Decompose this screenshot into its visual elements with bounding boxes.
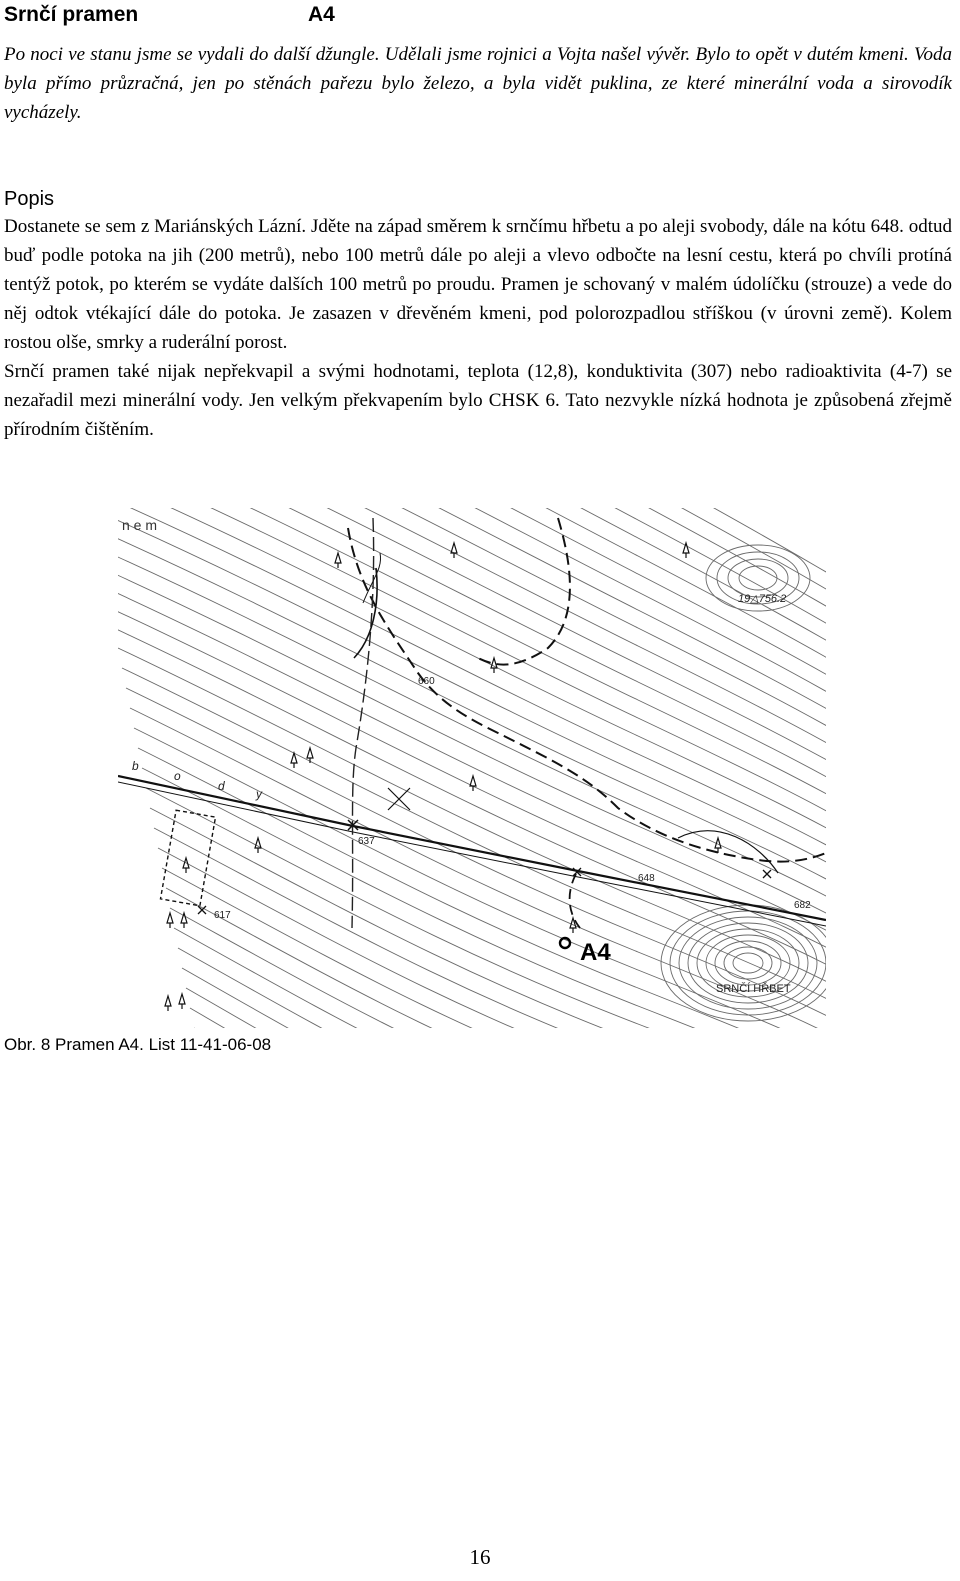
- peak-label: 19△756.2: [738, 593, 787, 605]
- contour-line: [162, 868, 826, 1028]
- alley-letter-d: d: [218, 779, 225, 793]
- tree-icon: [291, 753, 297, 768]
- tree-icon: [470, 776, 476, 791]
- tree-icon: [183, 858, 189, 873]
- map-corner-label: n e m: [122, 517, 158, 533]
- fenced-area: [160, 810, 215, 906]
- page-heading: [4, 0, 335, 30]
- forest-path-east: [478, 518, 570, 665]
- ridge-label: SRNČÍ HŘBET: [716, 983, 791, 995]
- forest-path-south: [570, 874, 580, 928]
- peak-ring: [715, 941, 781, 985]
- spot-height-637: 637: [358, 836, 375, 847]
- figure-caption: Obr. 8 Pramen A4. List 11-41-06-08: [4, 1035, 272, 1054]
- contour-line: [118, 508, 826, 685]
- peak-ring: [724, 947, 772, 979]
- topographic-map: [118, 508, 826, 1028]
- spot-height-660: 660: [418, 676, 435, 687]
- tree-icon: [715, 838, 721, 853]
- tree-icon: [335, 553, 341, 568]
- tree-icon: [167, 913, 173, 928]
- contour-line: [118, 508, 826, 736]
- contour-lines: [118, 508, 826, 1028]
- spot-height-648: 648: [638, 873, 655, 884]
- contour-line: [118, 508, 826, 600]
- tree-icon: [491, 658, 497, 673]
- contour-line: [118, 508, 826, 804]
- contour-line: [118, 568, 826, 940]
- tree-icon: [179, 994, 185, 1009]
- spot-height-617: 617: [214, 910, 231, 921]
- contour-line: [118, 508, 826, 634]
- contour-line: [118, 508, 826, 787]
- contour-line: [182, 968, 826, 1028]
- contour-line: [118, 508, 826, 770]
- contour-line: [118, 548, 826, 923]
- peak-ring: [733, 953, 763, 973]
- contour-line: [118, 508, 826, 872]
- tree-icon: [451, 543, 457, 558]
- alley-letter-b: b: [132, 759, 139, 773]
- peak-ring: [728, 559, 788, 597]
- tree-icon: [165, 996, 171, 1011]
- tree-symbols: [165, 543, 721, 1011]
- contour-line: [170, 908, 826, 1028]
- map-drawing: [118, 508, 826, 1028]
- tree-icon: [307, 748, 313, 763]
- spring-title: Srnčí pramen: [4, 3, 139, 26]
- spring-label: A4: [580, 939, 611, 966]
- contour-line: [126, 688, 826, 1028]
- contour-line: [118, 508, 826, 821]
- contour-line: [154, 828, 826, 1028]
- contour-line: [118, 508, 826, 753]
- tree-icon: [255, 838, 261, 853]
- stream-bank: [363, 553, 381, 603]
- description-body: [4, 212, 952, 444]
- cross-mark: [388, 788, 410, 810]
- intro-paragraph: Po noci ve stanu jsme se vydali do další džungle. Udělali jsme rojnici a Vojta našel vývěr. Bylo to opět v dutém kmeni. Voda byla přímo průzračná, jen po stěnách pařezu bylo železo, a byla vidět puklina, ze které minerální voda a sirovodík vycházely.: [4, 44, 952, 123]
- contour-line: [118, 508, 826, 702]
- spot-height-682: 682: [794, 900, 811, 911]
- alley-road-edge: [118, 782, 826, 926]
- alley-letter-o: o: [174, 769, 181, 783]
- description-paragraph-2: Srnčí pramen také nijak nepřekvapil a svými hodnotami, teplota (12,8), konduktivita (307) nebo radioaktivita (4-7) se nezařadil mezi minerální vody. Jen velkým překvapením bylo CHSK 6. Tato nezvykle nízká hodnota je způsobená zřejmě přírodním čištěním.: [4, 361, 952, 440]
- description-paragraph-1: Dostanete se sem z Mariánských Lázní. Jděte na západ směrem k srnčímu hřbetu a po aleji svobody, dále na kótu 648. odtud buď podle potoka na jih (200 metrů), nebo 100 metrů dále po aleji a vlevo odbočte na lesní cestu, která po chvíli protíná tentýž potok, po kterém se vydáte dalších 100 metrů po proudu. Pramen je schovaný v malém údolíčku (strouze) a vede do něj odtok vtékající dále do potoka. Je zasazen v dřevěném kmeni, pod polorozpadlou stříškou (v úrovni země). Kolem rostou olše, smrky a ruderální porost.: [4, 216, 952, 353]
- forest-path-north: [348, 528, 826, 862]
- junction-mark-682: [763, 870, 771, 878]
- contour-line: [150, 808, 826, 1028]
- alley-letter-y: y: [256, 787, 262, 801]
- section-title: Popis: [4, 188, 55, 210]
- peak-ring: [670, 911, 826, 1015]
- contour-line: [118, 508, 826, 651]
- page-number: 16: [469, 1545, 491, 1569]
- spring-code: A4: [308, 3, 335, 26]
